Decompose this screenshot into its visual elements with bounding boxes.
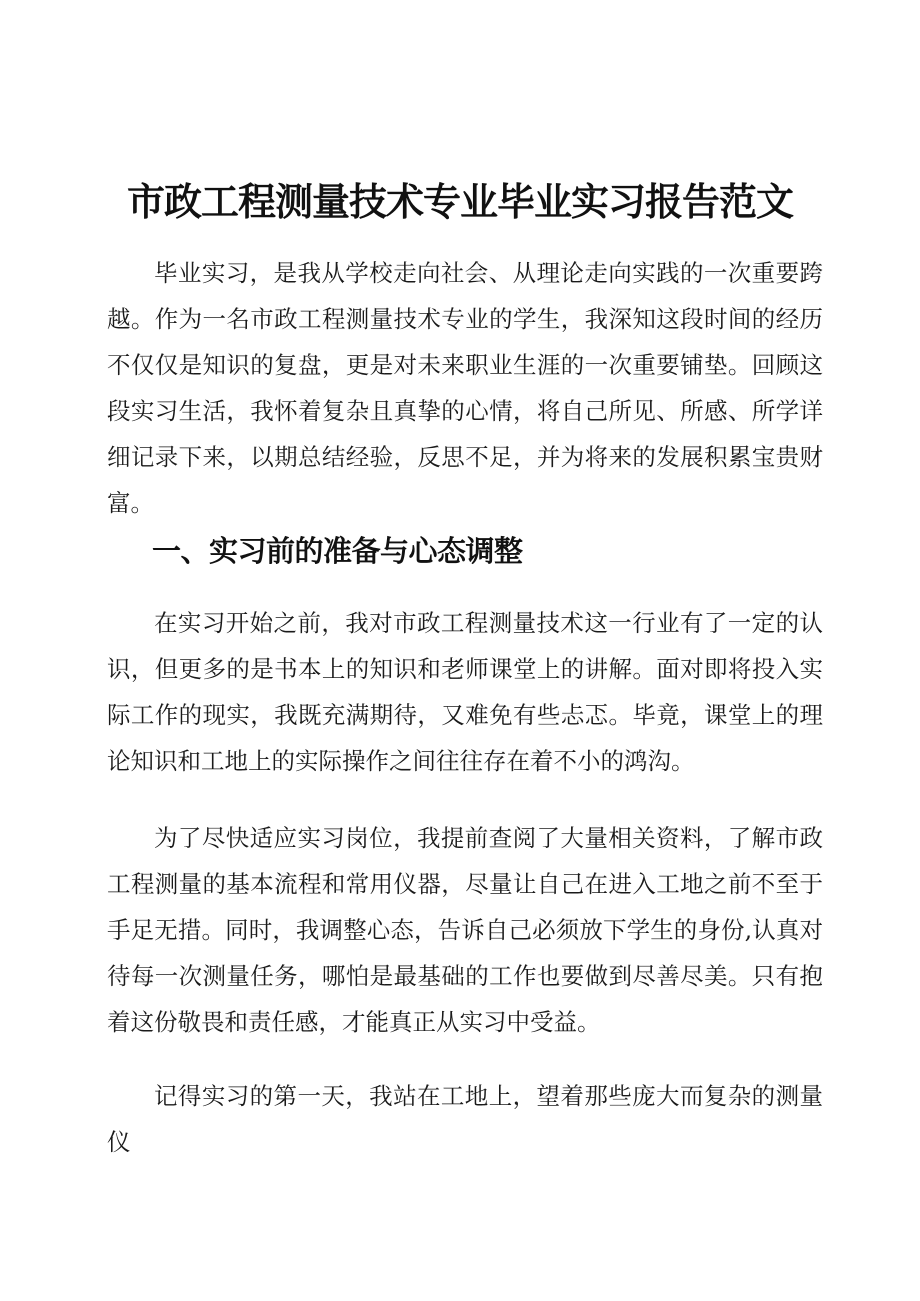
intro-paragraph: 毕业实习，是我从学校走向社会、从理论走向实践的一次重要跨越。作为一名市政工程测量技术专业的学生，我深知这段时间的经历不仅仅是知识的复盘，更是对未来职业生涯的一次重要铺垫。回顾这段实习生活，我怀着复杂且真挚的心情，将自己所见、所感、所学详细记录下来，以期总结经验，反思不足，并为将来的发展积累宝贵财富。 [107,259,823,517]
section-paragraph-2: 为了尽快适应实习岗位，我提前查阅了大量相关资料，了解市政工程测量的基本流程和常用仪器，尽量让自己在进入工地之前不至于手足无措。同时，我调整心态，告诉自己必须放下学生的身份,认真对待每一次测量任务，哪怕是最基础的工作也要做到尽善尽美。只有抱着这份敬畏和责任感，才能真正从实习中受益。 [107,824,823,1036]
section-heading: 一、实习前的准备与心态调整 [152,534,523,568]
section-paragraph-1: 在实习开始之前，我对市政工程测量技术这一行业有了一定的认识，但更多的是书本上的知识和老师课堂上的讲解。面对即将投入实际工作的现实，我既充满期待，又难免有些忐忑。毕竟，课堂上的理论知识和工地上的实际操作之间往往存在着不小的鸿沟。 [107,609,823,775]
document-title: 市政工程测量技术专业毕业实习报告范文 [126,180,793,224]
section-paragraph-3: 记得实习的第一天，我站在工地上，望着那些庞大而复杂的测量仪 [107,1082,823,1156]
